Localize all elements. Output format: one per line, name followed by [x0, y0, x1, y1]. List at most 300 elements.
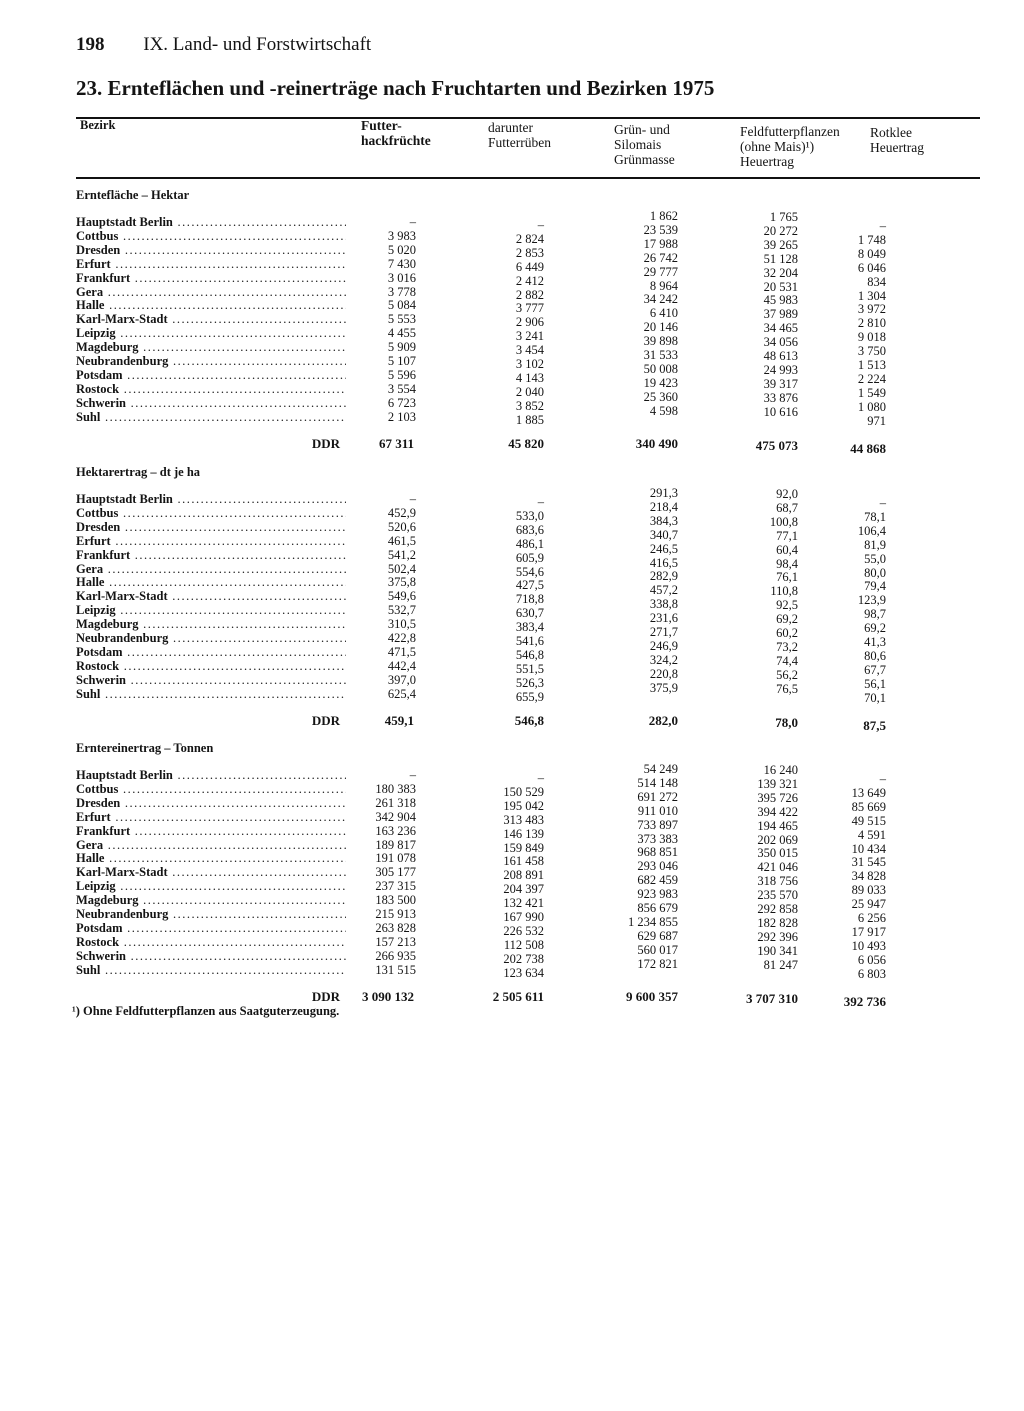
table-title: 23. Ernteflächen und -reinerträge nach Fruchtarten und Bezirken 1975 — [76, 76, 715, 100]
column-header-line: (ohne Mais)¹) — [740, 139, 815, 154]
total-label: DDR — [311, 988, 340, 1004]
table-cell: 16 240 — [763, 763, 798, 777]
table-cell: 74,4 — [776, 653, 798, 668]
bezirk-label: Neubrandenburg ..... — [76, 631, 346, 645]
table-cell: 546,8 — [515, 647, 544, 662]
total-cell: 9 600 357 — [626, 988, 678, 1004]
table-cell: 461,5 — [387, 533, 416, 548]
table-cell: 123 634 — [503, 965, 544, 980]
total-cell: 44 868 — [850, 440, 886, 456]
table-cell: 50 008 — [643, 361, 678, 376]
table-cell: 226 532 — [503, 923, 544, 938]
total-cell: 392 736 — [843, 993, 886, 1009]
table-cell: 733 897 — [637, 817, 678, 832]
table-cell: 2 103 — [387, 409, 416, 424]
chapter-title: IX. Land- und Forstwirtschaft — [143, 34, 372, 55]
section-title: Erntereinertrag – Tonnen — [76, 741, 214, 755]
table-cell: 457,2 — [649, 583, 678, 598]
table-cell: 395 726 — [757, 790, 798, 805]
table-cell: 3 777 — [515, 301, 544, 316]
table-cell: 100,8 — [769, 514, 798, 529]
table-cell: – — [537, 495, 544, 509]
table-cell: 24 993 — [763, 362, 798, 377]
table-cell: 237 315 — [375, 879, 416, 894]
table-cell: 123,9 — [857, 593, 886, 608]
table-cell: 8 049 — [857, 246, 886, 261]
table-cell: 554,6 — [515, 564, 544, 579]
bezirk-label: Magdeburg ..... — [76, 893, 346, 907]
bezirk-label: Potsdam ..... — [76, 368, 346, 382]
table-cell: 541,2 — [387, 547, 416, 562]
table-cell: 23 539 — [643, 222, 678, 237]
table-cell: 189 817 — [375, 837, 416, 852]
table-cell: 3 454 — [515, 343, 544, 358]
total-row — [0, 712, 1024, 733]
table-cell: 2 040 — [515, 384, 544, 399]
bezirk-label: Gera ..... — [76, 285, 346, 299]
table-cell: – — [879, 219, 886, 233]
column-header-line: Heuertrag — [740, 154, 794, 169]
column-header-line: Grünmasse — [614, 152, 675, 167]
total-cell: 475 073 — [755, 437, 798, 453]
bezirk-label: Halle ..... — [76, 298, 346, 312]
table-cell: 324,2 — [649, 652, 678, 667]
table-cell: 76,5 — [776, 681, 798, 696]
column-header-futterhackfruechte — [361, 118, 431, 148]
table-cell: 34 242 — [643, 292, 678, 307]
table-cell: 305 177 — [375, 865, 416, 880]
column-header-line: Feldfutterpflanzen — [740, 124, 840, 139]
table-cell: 220,8 — [649, 666, 678, 681]
total-cell: 78,0 — [775, 714, 798, 730]
bezirk-label: Suhl ..... — [76, 963, 346, 977]
table-cell: 81 247 — [763, 957, 798, 972]
table-cell: 5 596 — [387, 367, 416, 382]
table-cell: 112 508 — [503, 937, 544, 952]
table-cell: 132 421 — [503, 896, 544, 911]
bezirk-label: Suhl ..... — [76, 687, 346, 701]
bezirk-label: Schwerin ..... — [76, 673, 346, 687]
table-cell: 131 515 — [375, 962, 416, 977]
table-cell: 340,7 — [649, 527, 678, 542]
table-cell: 33 876 — [763, 390, 798, 405]
table-cell: 549,6 — [387, 589, 416, 604]
table-cell: 191 078 — [375, 851, 416, 866]
table-cell: 923 983 — [637, 887, 678, 902]
column-header-line: Futter- — [361, 118, 402, 133]
table-cell: 3 102 — [515, 357, 544, 371]
total-cell: 340 490 — [635, 435, 678, 451]
total-cell: 2 505 611 — [492, 988, 544, 1004]
table-cell: 13 649 — [851, 785, 886, 800]
page-number: 198 — [76, 34, 105, 55]
table-cell: 159 849 — [503, 840, 544, 855]
table-cell: 218,4 — [649, 499, 678, 514]
table-cell: 202 738 — [503, 951, 544, 966]
table-cell: 6 046 — [857, 260, 886, 275]
bezirk-label: Dresden ..... — [76, 243, 346, 257]
table-cell: 17 917 — [851, 924, 886, 939]
table-cell: 26 742 — [643, 250, 678, 265]
table-cell: 373 383 — [637, 831, 678, 846]
bezirk-label: Schwerin ..... — [76, 949, 346, 963]
table-cell: 533,0 — [515, 508, 544, 523]
table-cell: 70,1 — [864, 690, 886, 705]
table-cell: 215 913 — [375, 907, 416, 921]
column-header-line: Heuertrag — [870, 140, 924, 155]
table-cell: 7 430 — [387, 256, 416, 271]
table-cell: 190 341 — [757, 943, 798, 958]
table-cell: 34 828 — [851, 869, 886, 884]
table-cell: 92,5 — [776, 598, 798, 613]
table-cell: 266 935 — [375, 948, 416, 963]
table-cell: 629 687 — [637, 928, 678, 943]
bezirk-label: Leipzig ..... — [76, 603, 346, 617]
table-cell: 60,2 — [776, 626, 798, 640]
table-cell: 971 — [867, 413, 886, 428]
bezirk-label: Magdeburg ..... — [76, 617, 346, 631]
table-cell: 98,4 — [776, 556, 798, 571]
table-cell: 163 236 — [375, 823, 416, 838]
table-cell: 139 321 — [757, 776, 798, 791]
page-header — [76, 34, 371, 56]
table-cell: 180 383 — [375, 781, 416, 796]
bezirk-label: Karl-Marx-Stadt ..... — [76, 865, 346, 879]
top-rule — [76, 117, 980, 119]
table-cell: 45 983 — [763, 293, 798, 308]
table-cell: 39 317 — [763, 376, 798, 391]
table-cell: 384,3 — [649, 513, 678, 528]
column-header-feldfutterpflanzen — [740, 124, 840, 169]
table-cell: 291,3 — [649, 486, 678, 500]
table-cell: 442,4 — [387, 658, 416, 673]
table-cell: 3 983 — [387, 228, 416, 243]
table-cell: 25 360 — [643, 389, 678, 404]
table-cell: 605,9 — [515, 550, 544, 565]
table-cell: 338,8 — [649, 597, 678, 612]
table-cell: 421 046 — [757, 860, 798, 875]
table-cell: 834 — [867, 274, 886, 289]
table-cell: 342 904 — [375, 809, 416, 824]
table-cell: 183 500 — [375, 893, 416, 908]
footnote: ¹) Ohne Feldfutterpflanzen aus Saatguterzeugung. — [72, 1004, 340, 1018]
table-cell: 73,2 — [776, 639, 798, 654]
table-cell: 39 898 — [643, 334, 678, 349]
total-cell: 282,0 — [648, 712, 678, 728]
table-cell: 5 084 — [387, 298, 416, 313]
table-cell: 6 449 — [515, 259, 544, 274]
table-cell: 313 483 — [503, 812, 544, 827]
table-cell: 1 234 855 — [628, 914, 678, 929]
bezirk-label: Hauptstadt Berlin ..... — [76, 215, 346, 229]
bezirk-label: Frankfurt ..... — [76, 271, 346, 285]
bezirk-label: Halle ..... — [76, 851, 346, 865]
column-header-line: Futterrüben — [488, 135, 551, 150]
table-cell: 5 553 — [387, 312, 416, 327]
bezirk-label: Leipzig ..... — [76, 326, 346, 340]
table-cell: 85 669 — [851, 799, 886, 814]
bezirk-label: Leipzig ..... — [76, 879, 346, 893]
table-cell: 2 224 — [857, 371, 886, 386]
table-cell: 10 616 — [763, 404, 798, 419]
bezirk-label: Cottbus ..... — [76, 782, 346, 796]
table-cell: 5 020 — [387, 242, 416, 257]
table-cell: 541,6 — [515, 634, 544, 648]
bezirk-label: Potsdam ..... — [76, 645, 346, 659]
table-cell: 4 455 — [387, 326, 416, 341]
table-cell: 194 465 — [757, 818, 798, 833]
table-cell: 81,9 — [864, 537, 886, 552]
table-cell: 49 515 — [851, 813, 886, 828]
table-cell: 246,5 — [649, 541, 678, 556]
table-cell: 551,5 — [515, 661, 544, 676]
bezirk-label: Erfurt ..... — [76, 810, 346, 824]
table-cell: 80,6 — [864, 648, 886, 663]
table-cell: 110,8 — [770, 584, 798, 599]
table-cell: 69,2 — [776, 612, 798, 627]
bezirk-label: Cottbus ..... — [76, 506, 346, 520]
table-cell: 6 256 — [857, 911, 886, 925]
table-cell: 261 318 — [375, 795, 416, 810]
table-cell: 293 046 — [637, 859, 678, 874]
bezirk-label: Karl-Marx-Stadt ..... — [76, 312, 346, 326]
table-cell: 195 042 — [503, 798, 544, 813]
bezirk-label: Karl-Marx-Stadt ..... — [76, 589, 346, 603]
column-header-futterrueben — [488, 120, 551, 150]
bezirk-label: Potsdam ..... — [76, 921, 346, 935]
bezirk-label: Frankfurt ..... — [76, 548, 346, 562]
table-cell: 4 591 — [857, 827, 886, 842]
bezirk-label: Rostock ..... — [76, 659, 346, 673]
table-cell: 48 613 — [763, 349, 798, 363]
table-cell: 31 533 — [643, 348, 678, 362]
table-cell: 856 679 — [637, 901, 678, 915]
header-bottom-rule — [76, 177, 980, 179]
bezirk-label: Gera ..... — [76, 562, 346, 576]
total-cell: 546,8 — [514, 712, 544, 728]
column-header-line: Rotklee — [870, 125, 912, 140]
section-title: Erntefläche – Hektar — [76, 188, 190, 202]
bezirk-label: Frankfurt ..... — [76, 824, 346, 838]
table-cell: 68,7 — [776, 500, 798, 515]
table-cell: 691 272 — [637, 789, 678, 804]
table-cell: 106,4 — [857, 523, 886, 538]
total-label: DDR — [311, 435, 340, 451]
table-cell: 79,4 — [864, 579, 886, 594]
table-cell: 625,4 — [387, 686, 416, 701]
table-cell: 375,9 — [649, 680, 678, 695]
table-cell: 32 204 — [763, 265, 798, 280]
table-cell: 968 851 — [637, 845, 678, 860]
table-cell: 471,5 — [387, 644, 416, 659]
table-cell: 204 397 — [503, 882, 544, 897]
table-cell: 3 241 — [515, 329, 544, 344]
table-cell: 20 531 — [763, 279, 798, 294]
table-cell: 80,0 — [864, 565, 886, 580]
table-cell: 3 972 — [857, 302, 886, 317]
table-cell: 520,6 — [387, 519, 416, 534]
table-cell: 172 821 — [637, 956, 678, 971]
table-cell: 3 750 — [857, 344, 886, 359]
table-cell: 416,5 — [649, 555, 678, 570]
table-cell: 56,2 — [776, 667, 798, 682]
total-cell: 67 311 — [378, 435, 414, 451]
table-cell: 1 513 — [857, 358, 886, 372]
table-cell: 282,9 — [649, 569, 678, 584]
table-cell: 37 989 — [763, 307, 798, 322]
bezirk-label: Magdeburg ..... — [76, 340, 346, 354]
table-cell: 682 459 — [637, 873, 678, 888]
bezirk-label: Neubrandenburg ..... — [76, 907, 346, 921]
table-cell: – — [879, 496, 886, 510]
table-cell: 350 015 — [757, 846, 798, 861]
table-cell: 89 033 — [851, 883, 886, 898]
table-cell: 77,1 — [776, 528, 798, 543]
table-cell: 655,9 — [515, 689, 544, 704]
table-cell: 683,6 — [515, 522, 544, 537]
column-header-line: hackfrüchte — [361, 133, 431, 148]
column-header-bezirk: Bezirk — [80, 118, 116, 132]
bezirk-label: Cottbus ..... — [76, 229, 346, 243]
table-cell: 6 803 — [857, 966, 886, 981]
table-cell: 56,1 — [864, 676, 886, 691]
bezirk-label: Hauptstadt Berlin ..... — [76, 768, 346, 782]
bezirk-label: Schwerin ..... — [76, 396, 346, 410]
table-cell: 92,0 — [776, 487, 798, 501]
table-cell: 502,4 — [387, 561, 416, 576]
table-cell: 246,9 — [649, 638, 678, 653]
bezirk-label: Erfurt ..... — [76, 534, 346, 548]
table-cell: 532,7 — [387, 603, 416, 618]
table-cell: 34 056 — [763, 335, 798, 350]
bezirk-label: Rostock ..... — [76, 935, 346, 949]
table-cell: 3 554 — [387, 381, 416, 396]
table-cell: 9 018 — [857, 330, 886, 345]
table-cell: 397,0 — [387, 672, 416, 687]
table-cell: 231,6 — [649, 611, 678, 626]
table-cell: 10 434 — [851, 841, 886, 856]
column-header-line: darunter — [488, 120, 533, 135]
bezirk-label: Dresden ..... — [76, 520, 346, 534]
total-cell: 3 707 310 — [746, 990, 798, 1006]
table-cell: – — [409, 492, 416, 506]
table-cell: 2 853 — [515, 245, 544, 260]
table-cell: 271,7 — [649, 625, 678, 639]
table-cell: 1 304 — [857, 288, 886, 303]
table-cell: 208 891 — [503, 868, 544, 883]
table-cell: 310,5 — [387, 617, 416, 632]
table-cell: 911 010 — [637, 803, 678, 818]
table-cell: 55,0 — [864, 551, 886, 566]
bezirk-label: Gera ..... — [76, 838, 346, 852]
total-label: DDR — [311, 712, 340, 728]
table-cell: 235 570 — [757, 888, 798, 903]
table-cell: 1 549 — [857, 385, 886, 400]
table-cell: 69,2 — [864, 621, 886, 636]
table-cell: 20 146 — [643, 320, 678, 335]
column-header-line: Grün- und — [614, 122, 670, 137]
table-cell: 202 069 — [757, 832, 798, 847]
bezirk-label: Rostock ..... — [76, 382, 346, 396]
table-cell: 292 396 — [757, 929, 798, 944]
bezirk-label: Suhl ..... — [76, 410, 346, 424]
table-cell: 98,7 — [864, 607, 886, 622]
table-cell: 17 988 — [643, 236, 678, 251]
table-cell: 157 213 — [375, 934, 416, 949]
table-cell: 20 272 — [763, 223, 798, 238]
table-cell: 19 423 — [643, 375, 678, 390]
section-title: Hektarertrag – dt je ha — [76, 465, 201, 479]
bezirk-label: Hauptstadt Berlin ..... — [76, 492, 346, 506]
table-cell: 8 964 — [649, 278, 678, 293]
table-cell: 150 529 — [503, 784, 544, 799]
table-cell: 1 885 — [515, 412, 544, 427]
column-header-rotklee — [870, 125, 924, 155]
table-cell: 60,4 — [776, 542, 798, 557]
table-cell: 10 493 — [851, 938, 886, 953]
table-cell: – — [537, 771, 544, 785]
table-cell: 1 862 — [649, 209, 678, 223]
table-cell: 1 080 — [857, 399, 886, 414]
total-cell: 459,1 — [384, 712, 414, 728]
table-cell: 67,7 — [864, 662, 886, 677]
table-cell: 5 107 — [387, 354, 416, 368]
table-cell: 25 947 — [851, 897, 886, 912]
table-cell: 31 545 — [851, 855, 886, 870]
total-cell: 3 090 132 — [362, 988, 414, 1004]
bezirk-label: Erfurt ..... — [76, 257, 346, 271]
total-row — [0, 988, 1024, 1009]
table-cell: 2 882 — [515, 287, 544, 302]
table-cell: 427,5 — [515, 578, 544, 593]
table-cell: 182 828 — [757, 915, 798, 930]
table-cell: 486,1 — [515, 536, 544, 551]
table-cell: 2 906 — [515, 315, 544, 330]
table-cell: 1 748 — [857, 232, 886, 247]
table-cell: – — [409, 215, 416, 229]
table-cell: 318 756 — [757, 874, 798, 889]
table-cell: 6 410 — [649, 306, 678, 321]
table-cell: 5 909 — [387, 340, 416, 355]
table-cell: 161 458 — [503, 854, 544, 869]
table-cell: 146 139 — [503, 826, 544, 841]
bezirk-label: Dresden ..... — [76, 796, 346, 810]
table-cell: 54 249 — [643, 762, 678, 776]
table-cell: 167 990 — [503, 910, 544, 924]
table-cell: 76,1 — [776, 570, 798, 585]
table-cell: 78,1 — [864, 509, 886, 524]
table-cell: 6 056 — [857, 952, 886, 967]
table-cell: 6 723 — [387, 395, 416, 410]
table-cell: 526,3 — [515, 675, 544, 690]
total-row — [0, 435, 1024, 456]
table-cell: 41,3 — [864, 635, 886, 649]
table-cell: 2 810 — [857, 316, 886, 331]
table-cell: 422,8 — [387, 631, 416, 645]
total-cell: 87,5 — [863, 717, 886, 733]
table-cell: 375,8 — [387, 575, 416, 590]
table-cell: 383,4 — [515, 620, 544, 635]
table-cell: 2 412 — [515, 273, 544, 288]
table-cell: 1 765 — [769, 210, 798, 224]
table-cell: 2 824 — [515, 231, 544, 246]
table-cell: – — [879, 772, 886, 786]
table-cell: 718,8 — [515, 592, 544, 607]
table-cell: 51 128 — [763, 251, 798, 266]
table-cell: 39 265 — [763, 237, 798, 252]
bezirk-label: Neubrandenburg ..... — [76, 354, 346, 368]
bezirk-label: Halle ..... — [76, 575, 346, 589]
